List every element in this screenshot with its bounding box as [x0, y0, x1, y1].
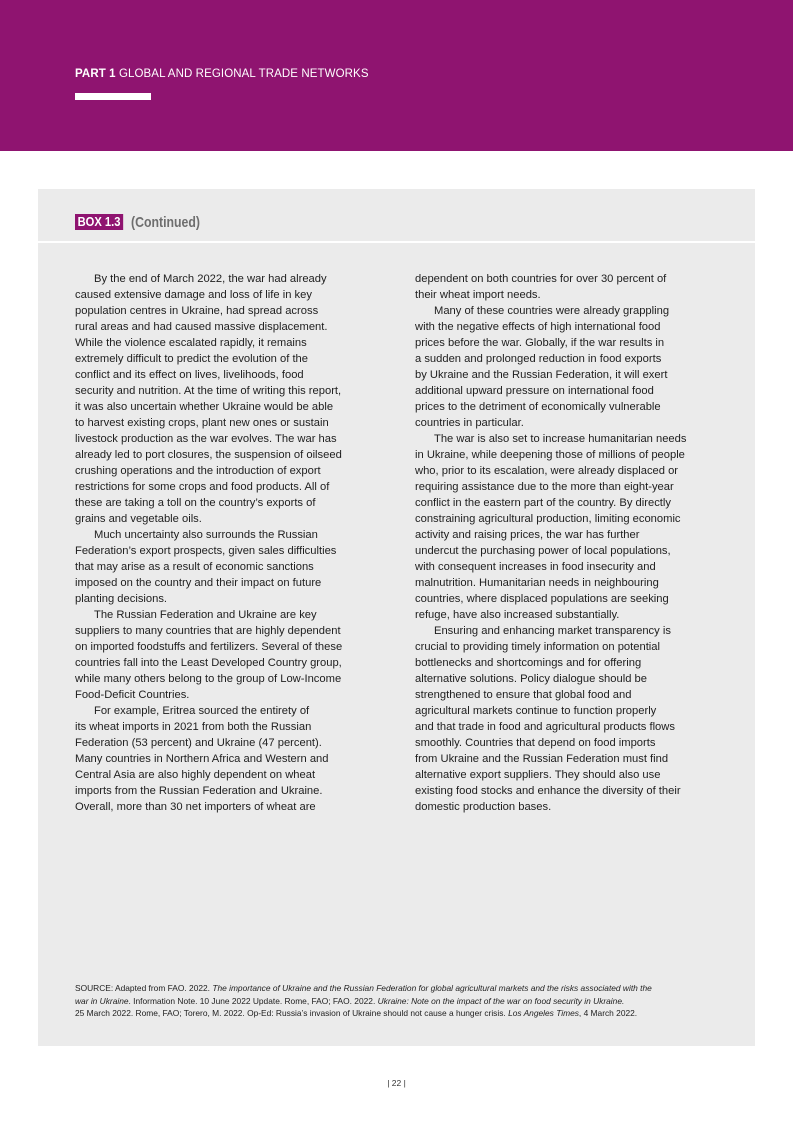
text-line: that may arise as a result of economic sanctions: [75, 561, 314, 573]
text-line: rural areas and had caused massive displacement.: [75, 321, 328, 333]
text-line: crushing operations and the introduction of export: [75, 465, 321, 477]
text-line: additional upward pressure on international food: [415, 385, 654, 397]
text-line: For example, Eritrea sourced the entirety of: [94, 705, 310, 717]
page-number: | 22 |: [387, 1078, 406, 1088]
text-line: Central Asia are also highly dependent on wheat: [75, 769, 316, 781]
text-line: already led to port closures, the suspension of oilseed: [75, 449, 342, 461]
text-line: conflict in the eastern part of the country. By directly: [415, 497, 671, 509]
source-title: The importance of Ukraine and the Russian Federation for global agricultural markets and the risks associated with the: [212, 983, 652, 993]
text-line: and that trade in food and agricultural products flows: [415, 721, 675, 733]
text-line: planting decisions.: [75, 593, 168, 605]
text-line: By the end of March 2022, the war had already: [94, 273, 327, 285]
text-line: Much uncertainty also surrounds the Russian: [94, 529, 318, 541]
box-heading: [75, 213, 215, 231]
part-number: PART 1: [75, 68, 116, 80]
left-column: [75, 271, 375, 815]
text-line: on imported foodstuffs and fertilizers. Several of these: [75, 641, 343, 653]
text-line: grains and vegetable oils.: [75, 513, 202, 525]
text-line: countries in particular.: [415, 417, 524, 429]
source-note: [75, 982, 735, 1020]
text-line: malnutrition. Humanitarian needs in neighbouring: [415, 577, 659, 589]
source-text: , 4 March 2022.: [578, 1008, 638, 1018]
source-title: Los Angeles Times: [508, 1008, 579, 1018]
text-line: imposed on the country and their impact on future: [75, 577, 322, 589]
source-title: Ukraine: Note on the impact of the war on food security in Ukraine.: [377, 995, 625, 1006]
text-line: their wheat import needs.: [415, 289, 541, 301]
text-line: Many of these countries were already grappling: [434, 305, 670, 317]
text-line: The war is also set to increase humanitarian needs: [434, 433, 687, 445]
header-band: [0, 0, 793, 151]
text-line: by Ukraine and the Russian Federation, it will exert: [415, 369, 668, 381]
source-text: SOURCE: Adapted from FAO. 2022.: [75, 983, 213, 993]
text-line: security and nutrition. At the time of writing this report,: [75, 385, 342, 397]
text-line: while many others belong to the group of Low-Income: [75, 673, 342, 685]
text-line: strengthened to ensure that global food and: [415, 689, 632, 701]
text-line: countries fall into the Least Developed Country group,: [75, 657, 342, 669]
box-tag: BOX 1.3: [75, 214, 123, 230]
source-title: war in Ukraine: [75, 995, 129, 1006]
text-line: restrictions for some crops and food products. All of: [75, 481, 330, 493]
text-line: activity and raising prices, the war has further: [415, 529, 640, 541]
text-line: alternative solutions. Policy dialogue should be: [415, 673, 647, 685]
source-text: . Information Note. 10 June 2022 Update. Rome, FAO; FAO. 2022.: [128, 995, 378, 1006]
text-line: The Russian Federation and Ukraine are key: [94, 609, 317, 621]
text-line: existing food stocks and enhance the diversity of their: [415, 785, 681, 797]
text-line: population centres in Ukraine, had spread across: [75, 305, 319, 317]
right-column: [415, 271, 715, 815]
section-heading: [75, 68, 369, 80]
text-line: prices to the detriment of economically vulnerable: [415, 401, 661, 413]
text-line: who, prior to its escalation, were already displaced or: [415, 465, 679, 477]
text-line: with consequent increases in food insecurity and: [415, 561, 656, 573]
text-line: Ensuring and enhancing market transparency is: [434, 625, 671, 637]
header-rule: [75, 93, 151, 100]
text-line: agricultural markets continue to function properly: [415, 705, 657, 717]
text-line: from Ukraine and the Russian Federation must find: [415, 753, 669, 765]
text-line: Food-Deficit Countries.: [75, 689, 190, 701]
text-line: with the negative effects of high international food: [415, 321, 661, 333]
box-panel: [38, 189, 755, 1046]
text-line: refuge, have also increased substantially.: [415, 609, 620, 621]
text-line: bottlenecks and shortcomings and for offering: [415, 657, 642, 669]
text-line: alternative export suppliers. They should also use: [415, 769, 661, 781]
text-line: these are taking a toll on the country’s exports of: [75, 497, 316, 509]
part-title: GLOBAL AND REGIONAL TRADE NETWORKS: [118, 68, 369, 80]
text-line: in Ukraine, while deepening those of millions of people: [415, 449, 685, 461]
box-divider: [38, 241, 755, 243]
source-text: 25 March 2022. Rome, FAO; Torero, M. 2022. Op-Ed: Russia’s invasion of Ukraine should not cause a hunger crisis.: [75, 1008, 509, 1018]
box-continued-label: (Continued): [130, 213, 200, 231]
text-line: Federation (53 percent) and Ukraine (47 percent).: [75, 737, 322, 749]
text-line: crucial to providing timely information on potential: [415, 641, 661, 653]
text-line: undercut the purchasing power of local populations,: [415, 545, 671, 557]
text-line: conflict and its effect on lives, livelihoods, food: [75, 369, 304, 381]
text-line: its wheat imports in 2021 from both the Russian: [75, 721, 312, 733]
text-line: While the violence escalated rapidly, it remains: [75, 337, 307, 349]
text-line: dependent on both countries for over 30 percent of: [415, 273, 667, 285]
text-line: smoothly. Countries that depend on food imports: [415, 737, 656, 749]
text-line: livestock production as the war evolves. The war has: [75, 433, 337, 445]
text-line: extremely difficult to predict the evolution of the: [75, 353, 308, 365]
text-line: imports from the Russian Federation and Ukraine.: [75, 785, 323, 797]
text-line: to harvest existing crops, plant new ones or sustain: [75, 417, 329, 429]
text-line: constraining agricultural production, limiting economic: [415, 513, 681, 525]
text-line: a sudden and prolonged reduction in food exports: [415, 353, 662, 365]
text-line: suppliers to many countries that are highly dependent: [75, 625, 341, 637]
text-line: domestic production bases.: [415, 801, 552, 813]
text-line: Overall, more than 30 net importers of wheat are: [75, 801, 316, 813]
text-line: Many countries in Northern Africa and Western and: [75, 753, 329, 765]
text-line: caused extensive damage and loss of life in key: [75, 289, 312, 301]
text-line: it was also uncertain whether Ukraine would be able: [75, 401, 334, 413]
text-line: countries, where displaced populations are seeking: [415, 593, 669, 605]
text-line: Federation’s export prospects, given sales difficulties: [75, 545, 337, 557]
text-line: prices before the war. Globally, if the war results in: [415, 337, 665, 349]
text-line: requiring assistance due to the more than eight-year: [415, 481, 674, 493]
